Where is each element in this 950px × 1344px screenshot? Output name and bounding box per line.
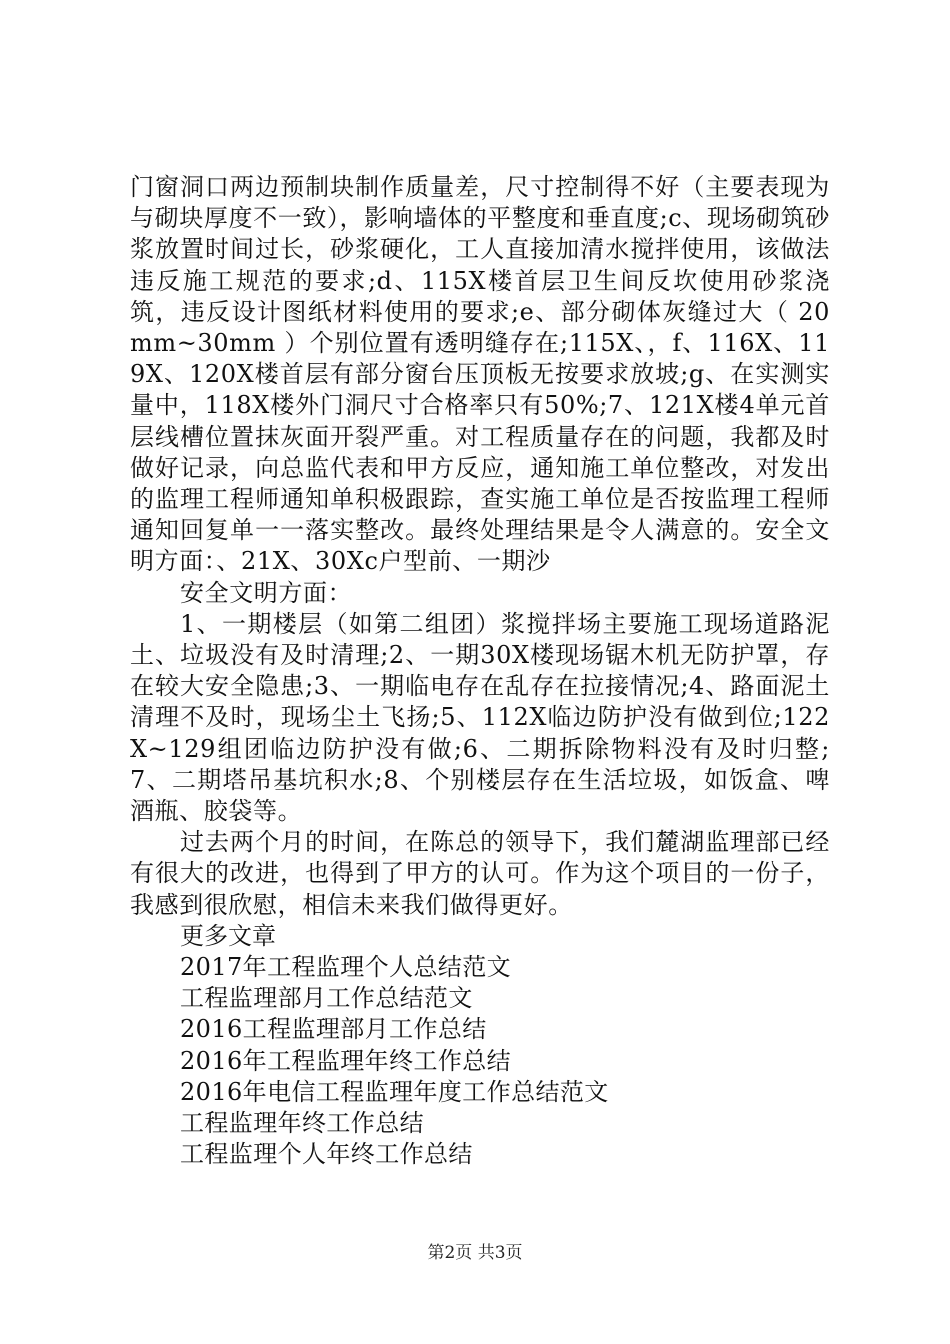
article-link[interactable]: 工程监理个人年终工作总结: [180, 1140, 473, 1169]
more-articles-list: [130, 952, 830, 1170]
more-articles-title: 更多文章: [180, 921, 276, 950]
article-link[interactable]: 2016年工程监理年终工作总结: [180, 1046, 512, 1075]
page-number-footer: 第2页 共3页: [427, 1243, 523, 1263]
article-link[interactable]: 2017年工程监理个人总结范文: [180, 953, 512, 982]
document-body: [130, 172, 830, 1171]
quality-issues-paragraph: 门窗洞口两边预制块制作质量差，尺寸控制得不好（主要表现为与砌块厚度不一致），影响墙体的平整度和垂直度;c、现场砌筑砂浆放置时间过长，砂浆硬化，工人直接加清水搅拌使用，该做法违反施工规范的要求;d、115X楼首层卫生间反坎使用砂浆浇筑，违反设计图纸材料使用的要求;e、部分砌体灰缝过大（ 20mm~30mm ）个别位置有透明缝存在;115X、，f、116X、119X、120X楼首层有部分窗台压顶板无按要求放坡;g、在实测实量中，118X楼外门洞尺寸合格率只有50%;7、121X楼4单元首层线槽位置抹灰面开裂严重。对工程质量存在的问题，我都及时做好记录，向总监代表和甲方反应，通知施工单位整改，对发出的监理工程师通知单积极跟踪，查实施工单位是否按监理工程师通知回复单一一落实整改。最终处理结果是令人满意的。安全文明方面：、21X、30Xc户型前、一期沙: [130, 173, 830, 576]
safety-issues-paragraph: 1、一期楼层（如第二组团）浆搅拌场主要施工现场道路泥土、垃圾没有及时清理;2、一期30X楼现场锯木机无防护罩，存在较大安全隐患;3、一期临电存在乱存在拉接情况;4、路面泥土清理不及时，现场尘土飞扬;5、112X临边防护没有做到位;122X~129组团临边防护没有做;6、二期拆除物料没有及时归整;7、二期塔吊基坑积水;8、个别楼层存在生活垃圾，如饭盒、啤酒瓶、胶袋等。: [130, 609, 830, 826]
closing-paragraph: 过去两个月的时间，在陈总的领导下，我们麓湖监理部已经有很大的改进，也得到了甲方的认可。作为这个项目的一份子，我感到很欣慰，相信未来我们做得更好。: [130, 828, 830, 919]
article-link[interactable]: 工程监理年终工作总结: [180, 1109, 424, 1138]
article-link[interactable]: 2016年电信工程监理年度工作总结范文: [180, 1077, 609, 1106]
article-link[interactable]: 2016工程监理部月工作总结: [180, 1015, 487, 1044]
safety-heading: 安全文明方面：: [180, 578, 353, 607]
article-link[interactable]: 工程监理部月工作总结范文: [180, 984, 473, 1013]
